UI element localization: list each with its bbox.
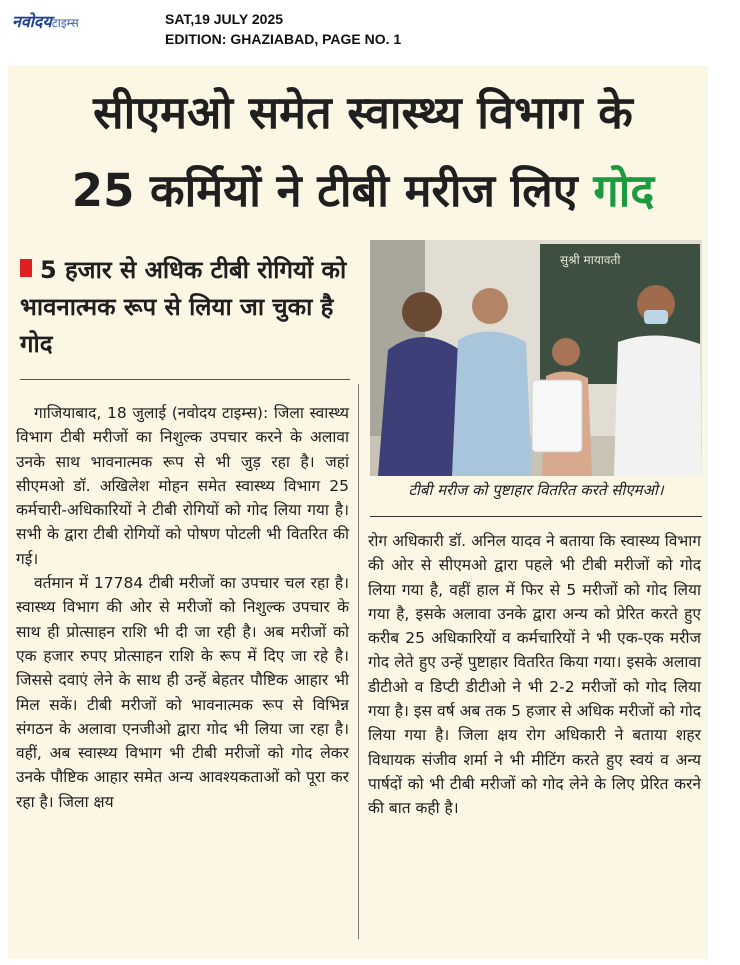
caption-divider <box>370 516 702 517</box>
subheadline <box>20 252 360 363</box>
person-1-head <box>402 292 442 332</box>
headline-highlight: गोद <box>593 164 655 217</box>
person-3-head <box>552 338 580 366</box>
logo-main: नवोदय <box>12 12 52 31</box>
newspaper-logo <box>12 10 79 32</box>
edition-page: EDITION: GHAZIABAD, PAGE NO. 1 <box>165 31 402 47</box>
subheadline-divider <box>20 379 350 380</box>
person-4-body <box>614 335 702 476</box>
person-2-head <box>472 288 508 324</box>
edition-info <box>165 9 401 49</box>
person-2-body <box>452 331 532 476</box>
logo-sub: टाइम्स <box>51 16 79 30</box>
right-paragraph-1: रोग अधिकारी डॉ. अनिल यादव ने बताया कि स्वास्थ्य विभाग की ओर से सीएमओ द्वारा पहले भी टीबी मरीजों को गोद लिया गया है, वहीं हाल में फिर से 5 मरीजों को गोद लिया गया है, इसके अलावा उनके द्वारा अन्य को प्रेरित करते हुए करीब 25 अधिकारियों व कर्मचारियों ने भी एक-एक मरीज गोद लेते हुए उन्हें पुष्टाहार वितरित किया गया। इसके अलावा डीटीओ व डिप्टी डीटीओ ने भी 2-2 मरीजों को गोद लिया गया है। इस वर्ष अब तक 5 हजार से अधिक मरीजों को गोद लिया गया है। जिला क्षय रोग अधिकारी ने बताया शहर विधायक संजीव शर्मा ने भी मीटिंग करते हुए स्वयं व अन्य पार्षदों को भी टीबी मरीजों को गोद लेने के लिए प्रेरित करने की बात कही है। <box>368 532 701 818</box>
left-paragraph-1: गाजियाबाद, 18 जुलाई (नवोदय टाइम्स): जिला स्वास्थ्य विभाग टीबी मरीजों का निशुल्क उपचार करने के अलावा उनके साथ भावनात्मक रूप से भी जुड़ रहा है। जहां सीएमओ डॉ. अखिलेश मोहन समेत स्वास्थ्य विभाग 25 कर्मचारी-अधिकारियों ने टीबी रोगियों को गोद लिया गया है। सभी के द्वारा टीबी रोगियों को पोषण पोटली भी वितरित की गई। <box>16 404 349 568</box>
photo-caption: टीबी मरीज को पुष्टाहार वितरित करते सीएमओ। <box>408 481 664 499</box>
headline-line-2-text: 25 कर्मियों ने टीबी मरीज लिए <box>71 164 578 217</box>
headline-line-1: सीएमओ समेत स्वास्थ्य विभाग के <box>93 86 633 139</box>
red-bullet-icon <box>20 259 32 277</box>
column-divider <box>358 384 359 939</box>
masthead <box>0 0 740 60</box>
person-4-mask <box>644 310 668 324</box>
headline-line-2 <box>18 162 708 220</box>
photo-plaque-text: सुश्री मायावती <box>560 253 621 267</box>
left-paragraph-2: वर्तमान में 17784 टीबी मरीजों का उपचार चल रहा है। स्वास्थ्य विभाग की ओर से मरीजों को निशुल्क उपचार के साथ ही प्रोत्साहन राशि भी दी जा रही है। अब मरीजों को एक हजार रुपए प्रोत्साहन राशि के रूप में दिए जा रहे है। जिससे दवाएं लेने के साथ ही उन्हें बेहतर पौष्टिक आहार भी मिल सकें। टीबी मरीजों को भावनात्मक रूप से विभिन्न संगठन के अलावा एनजीओ द्वारा गोद भी लिया जा रहा है। वहीं, अब स्वास्थ्य विभाग भी टीबी मरीजों को गोद लेकर उनके पौष्टिक आहार समेत अन्य आवश्यकताओं को पूरा कर रहा है। जिला क्षय <box>16 574 349 811</box>
photo-illustration <box>370 240 702 476</box>
news-photo <box>370 240 702 476</box>
article-column-left <box>16 401 349 814</box>
news-clipping <box>8 66 708 959</box>
issue-date: SAT,19 JULY 2025 <box>165 11 284 27</box>
nutrition-packet <box>532 380 582 452</box>
subheadline-text: 5 हजार से अधिक टीबी रोगियों को भावनात्मक रूप से लिया जा चुका है गोद <box>20 256 347 358</box>
article-column-right <box>368 529 701 821</box>
